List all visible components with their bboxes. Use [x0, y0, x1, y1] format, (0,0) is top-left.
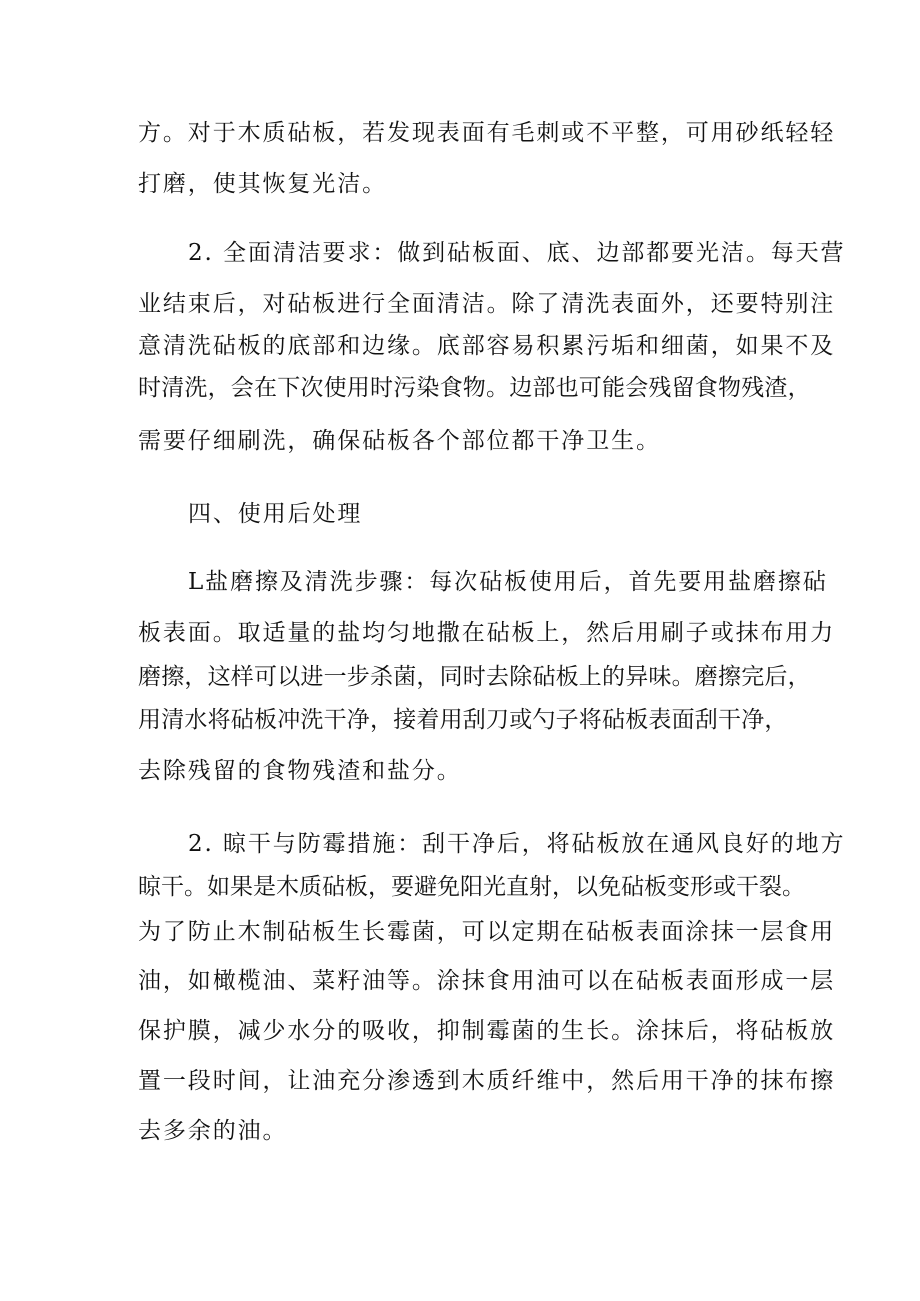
text-line: 去除残留的食物残渣和盐分。 [138, 758, 462, 784]
text-line: 需要仔细刷洗，确保砧板各个部位都干净卫生。 [138, 428, 661, 454]
text-line: 打磨，使其恢复光洁。 [138, 171, 387, 197]
text-line: 去多余的油。 [138, 1118, 288, 1144]
text-line: 置一段时间，让油充分渗透到木质纤维中，然后用干净的抹布擦 [138, 1068, 836, 1094]
text-line: 晾干。如果是木质砧板，要避免阳光直射，以免砧板变形或干裂。 [138, 874, 805, 900]
section-title: 四、使用后处理 [188, 501, 363, 527]
text-line: 磨擦，这样可以进一步杀菌，同时去除砧板上的异味。磨擦完后， [138, 664, 811, 690]
text-line: 板表面。取适量的盐均匀地撒在砧板上，然后用刷子或抹布用力 [138, 620, 836, 646]
text-line: 方。对于木质砧板，若发现表面有毛刺或不平整，可用砂纸轻轻 [138, 120, 836, 146]
text-line: 2. 全面清洁要求：做到砧板面、底、边部都要光洁。每天营 [188, 240, 846, 266]
text-line: 2. 晾干与防霉措施：刮干净后，将砧板放在通风良好的地方 [188, 831, 846, 857]
text-line: 油，如橄榄油、菜籽油等。涂抹食用油可以在砧板表面形成一层 [138, 968, 836, 994]
text-line: 为了防止木制砧板生长霉菌，可以定期在砧板表面涂抹一层食用 [138, 919, 836, 945]
text-line: 意清洗砧板的底部和边缘。底部容易积累污垢和细菌，如果不及 [138, 333, 836, 359]
text-line: 业结束后，对砧板进行全面清洁。除了清洗表面外，还要特别注 [138, 291, 836, 317]
text-line: 保护膜，减少水分的吸收，抑制霉菌的生长。涂抹后，将砧板放 [138, 1018, 836, 1044]
text-line: 时清洗，会在下次使用时污染食物。边部也可能会残留食物残渣， [138, 375, 811, 401]
text-line: L盐磨擦及清洗步骤：每次砧板使用后，首先要用盐磨擦砧 [188, 569, 828, 595]
text-line: 用清水将砧板冲洗干净，接着用刮刀或勺子将砧板表面刮干净， [138, 707, 788, 733]
